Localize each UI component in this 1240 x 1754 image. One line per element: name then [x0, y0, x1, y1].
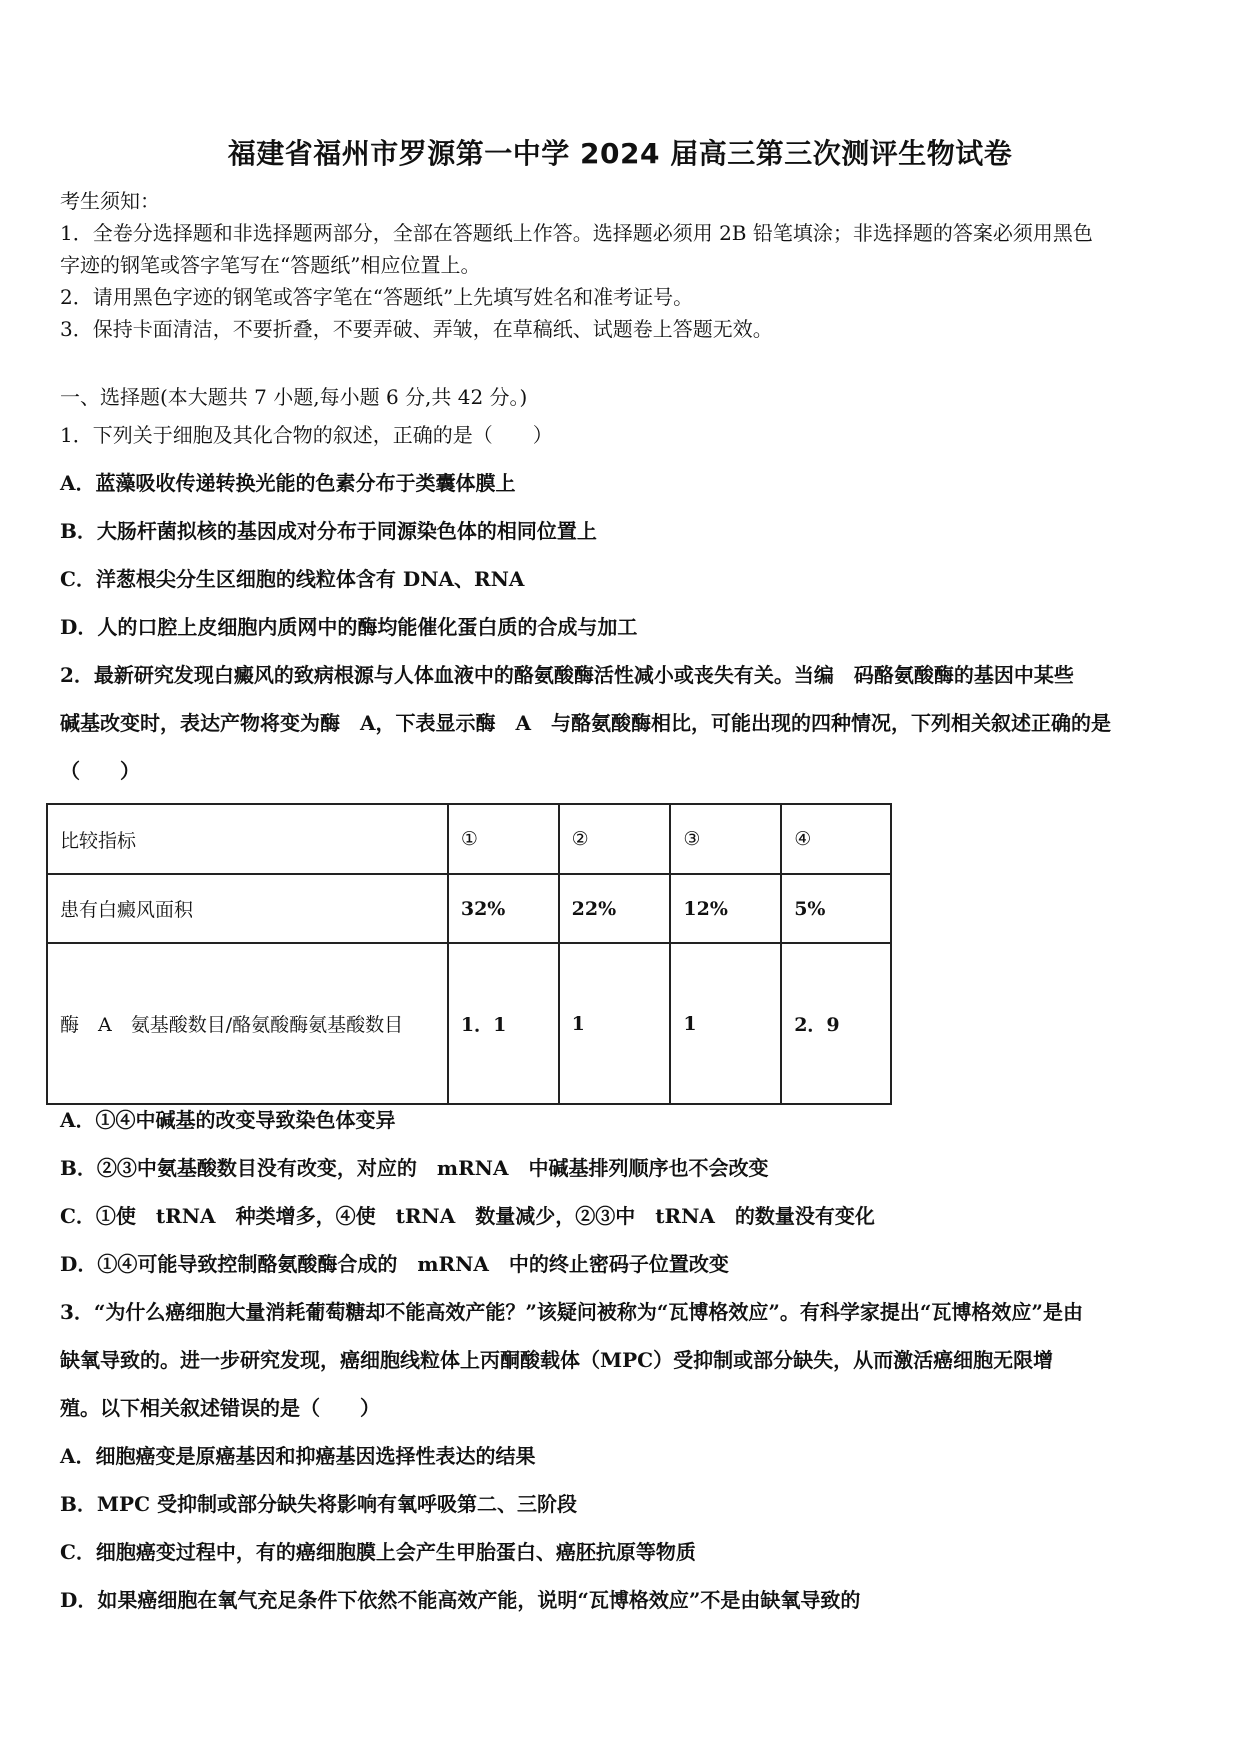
q3-option-a: A．细胞癌变是原癌基因和抑癌基因选择性表达的结果	[60, 1444, 536, 1468]
table-cell: 患有白癜风面积	[47, 874, 448, 943]
table-cell: 32%	[448, 874, 559, 943]
q3-stem: 3．“为什么癌细胞大量消耗葡萄糖却不能高效产能？”该疑问被称为“瓦博格效应”。有科学家提出“瓦博格效应”是由	[60, 1300, 1083, 1324]
q1-option-a: A．蓝藻吸收传递转换光能的色素分布于类囊体膜上	[60, 471, 516, 495]
q2-stem-cont: 碱基改变时，表达产物将变为酶 A，下表显示酶 A 与酪氨酸酶相比，可能出现的四种情况，下列相关叙述正确的是	[60, 711, 1112, 735]
table-cell: 2．9	[781, 943, 891, 1104]
table-header-cell: 比较指标	[47, 804, 448, 874]
table-header-cell: ②	[559, 804, 671, 874]
q2-option-a: A．①④中碱基的改变导致染色体变异	[60, 1108, 396, 1132]
table-cell: 1	[559, 943, 671, 1104]
table-cell: 1	[670, 943, 781, 1104]
table-cell: 1．1	[448, 943, 559, 1104]
notice-item-3: 3．保持卡面清洁，不要折叠，不要弄破、弄皱，在草稿纸、试题卷上答题无效。	[60, 317, 773, 341]
table-row	[47, 874, 891, 943]
q1-option-c: C．洋葱根尖分生区细胞的线粒体含有 DNA、RNA	[60, 567, 525, 591]
comparison-table	[46, 803, 892, 1105]
q3-stem-end: 殖。以下相关叙述错误的是（ ）	[60, 1396, 380, 1420]
notice-item-1: 1．全卷分选择题和非选择题两部分，全部在答题纸上作答。选择题必须用 2B 铅笔填涂；非选择题的答案必须用黑色	[60, 221, 1093, 245]
q2-stem: 2．最新研究发现白癜风的致病根源与人体血液中的酪氨酸酶活性减小或丧失有关。当编 码酪氨酸酶的基因中某些	[60, 663, 1074, 687]
table-cell: 酶 A 氨基酸数目/酪氨酸酶氨基酸数目	[47, 943, 448, 1104]
q2-option-b: B．②③中氨基酸数目没有改变，对应的 mRNA 中碱基排列顺序也不会改变	[60, 1156, 769, 1180]
table-cell: 5%	[781, 874, 891, 943]
q3-option-c: C．细胞癌变过程中，有的癌细胞膜上会产生甲胎蛋白、癌胚抗原等物质	[60, 1540, 696, 1564]
q2-option-c: C．①使 tRNA 种类增多，④使 tRNA 数量减少，②③中 tRNA 的数量没有变化	[60, 1204, 875, 1228]
table-header-cell: ③	[670, 804, 781, 874]
q1-option-d: D．人的口腔上皮细胞内质网中的酶均能催化蛋白质的合成与加工	[60, 615, 638, 639]
q3-option-d: D．如果癌细胞在氧气充足条件下依然不能高效产能，说明“瓦博格效应”不是由缺氧导致的	[60, 1588, 861, 1612]
table-cell: 22%	[559, 874, 671, 943]
table-cell: 12%	[670, 874, 781, 943]
table-row	[47, 943, 891, 1104]
q2-option-d: D．①④可能导致控制酪氨酸酶合成的 mRNA 中的终止密码子位置改变	[60, 1252, 729, 1276]
notice-item-2: 2．请用黑色字迹的钢笔或答字笔在“答题纸”上先填写姓名和准考证号。	[60, 285, 694, 309]
q2-stem-blank: （ ）	[60, 759, 140, 783]
exam-title: 福建省福州市罗源第一中学 2024 届高三第三次测评生物试卷	[227, 137, 1013, 170]
notice-heading: 考生须知：	[60, 189, 160, 213]
q1-option-b: B．大肠杆菌拟核的基因成对分布于同源染色体的相同位置上	[60, 519, 597, 543]
table-header-cell: ①	[448, 804, 559, 874]
section-heading: 一、选择题(本大题共 7 小题,每小题 6 分,共 42 分。)	[60, 385, 528, 409]
q3-stem-cont: 缺氧导致的。进一步研究发现，癌细胞线粒体上丙酮酸载体（MPC）受抑制或部分缺失，从而激活癌细胞无限增	[60, 1348, 1054, 1372]
table-row	[47, 804, 891, 874]
notice-item-1-cont: 字迹的钢笔或答字笔写在“答题纸”相应位置上。	[60, 253, 481, 277]
q3-option-b: B．MPC 受抑制或部分缺失将影响有氧呼吸第二、三阶段	[60, 1492, 577, 1516]
q1-stem: 1．下列关于细胞及其化合物的叙述，正确的是（ ）	[60, 423, 553, 447]
table-header-cell: ④	[781, 804, 891, 874]
